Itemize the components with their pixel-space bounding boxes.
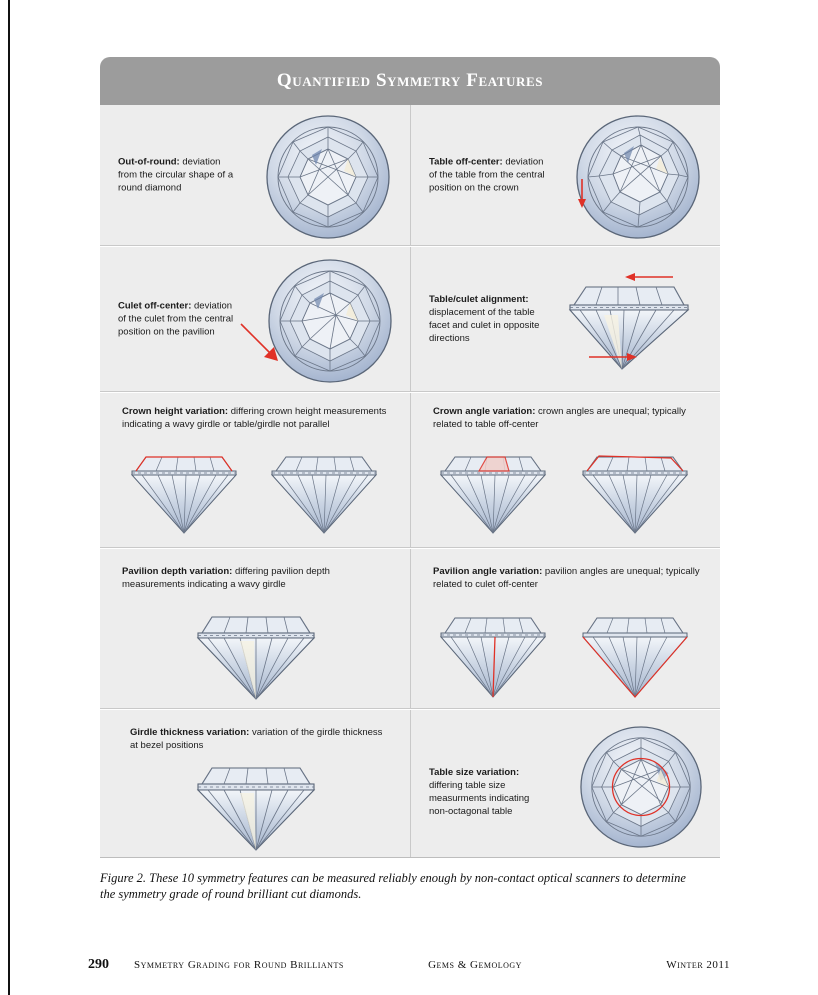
cell-term: Out-of-round: bbox=[118, 156, 180, 168]
round-brilliant-profile-pair bbox=[423, 445, 705, 541]
cell-term: Table size variation: bbox=[429, 767, 520, 779]
figure-grid bbox=[100, 105, 720, 858]
footer-journal-name: Gems & Gemology bbox=[428, 959, 522, 971]
cell-culet-off-center bbox=[100, 247, 410, 391]
footer-article-title: Symmetry Grading for Round Brilliants bbox=[134, 959, 344, 971]
figure-header-title: Quantified Symmetry Features bbox=[276, 70, 544, 91]
cell-text: deviation of the culet from the central position on the pavilion bbox=[118, 300, 234, 338]
figure-caption: Figure 2. These 10 symmetry features can be measured reliably enough by non-contact optical scanners to determine the symmetry grade of round brilliant cut diamonds. bbox=[100, 871, 686, 901]
round-brilliant-face-up bbox=[266, 257, 394, 385]
cell-term: Table off-center: bbox=[429, 156, 503, 168]
diamond-illustration-girdle-thickness bbox=[176, 754, 336, 854]
page-number: 290 bbox=[88, 957, 109, 972]
cell-term: Culet off-center: bbox=[118, 300, 192, 312]
cell-text: differing pavilion depth measurements indicating a wavy girdle bbox=[122, 566, 330, 590]
cell-text: deviation of the table from the central position on the crown bbox=[429, 156, 545, 194]
diamond-pair-crown-height bbox=[114, 445, 394, 541]
cell-crown-angle-variation bbox=[410, 393, 720, 547]
figure-row-2 bbox=[100, 246, 720, 391]
diamond-pair-pavilion-angle bbox=[423, 605, 705, 705]
cell-caption bbox=[118, 300, 238, 339]
diamond-pair-crown-angle bbox=[423, 445, 705, 541]
cell-text: displacement of the table facet and culet in opposite directions bbox=[429, 307, 540, 344]
figure-row-1 bbox=[100, 105, 720, 245]
cell-caption bbox=[112, 720, 398, 752]
red-arrow-left-icon bbox=[623, 271, 675, 283]
cell-term: Table/culet alignment: bbox=[429, 294, 529, 305]
figure-header bbox=[100, 57, 720, 105]
cell-table-culet-alignment bbox=[410, 247, 720, 391]
diamond-illustration-table-size bbox=[578, 724, 704, 850]
cell-out-of-round bbox=[100, 105, 410, 245]
cell-caption bbox=[429, 156, 549, 195]
round-brilliant-face-up bbox=[578, 724, 704, 850]
cell-caption bbox=[112, 559, 398, 591]
round-brilliant-profile-pair bbox=[114, 445, 394, 541]
cell-caption bbox=[423, 559, 708, 591]
page-edge-rule bbox=[0, 0, 10, 995]
cell-caption bbox=[423, 403, 708, 431]
cell-caption bbox=[118, 156, 238, 195]
diamond-illustration-out-of-round bbox=[264, 113, 392, 241]
cell-pavilion-angle-variation bbox=[410, 549, 720, 708]
diamond-illustration-culet-off-center bbox=[266, 257, 394, 385]
cell-caption bbox=[429, 293, 549, 345]
cell-term: Crown height variation: bbox=[122, 406, 229, 417]
figure-row-5 bbox=[100, 709, 720, 857]
cell-term: Girdle thickness variation: bbox=[130, 727, 250, 738]
cell-text: differing table size measurments indicating non-octagonal table bbox=[429, 780, 530, 818]
cell-girdle-thickness-variation bbox=[100, 710, 410, 857]
cell-text: variation of the girdle thickness at bezel positions bbox=[130, 727, 383, 751]
cell-text: pavilion angles are unequal; typically related to culet off-center bbox=[433, 566, 700, 590]
cell-pavilion-depth-variation bbox=[100, 549, 410, 708]
cell-caption bbox=[112, 403, 398, 431]
cell-text: deviation from the circular shape of a round diamond bbox=[118, 156, 234, 194]
red-arrow-right-icon bbox=[587, 351, 639, 363]
diamond-illustration-pavilion-depth bbox=[176, 603, 336, 703]
round-brilliant-profile bbox=[176, 754, 336, 854]
red-arrow-down-icon bbox=[575, 179, 589, 209]
figure-row-4 bbox=[100, 548, 720, 708]
figure-row-3 bbox=[100, 392, 720, 547]
cell-table-off-center bbox=[410, 105, 720, 245]
figure-2 bbox=[100, 57, 720, 902]
page-footer bbox=[88, 957, 730, 973]
cell-term: Pavilion angle variation: bbox=[433, 566, 543, 577]
cell-crown-height-variation bbox=[100, 393, 410, 547]
round-brilliant-profile-pair bbox=[423, 605, 705, 705]
round-brilliant-face-up bbox=[574, 113, 702, 241]
red-arrow-diagonal-icon bbox=[238, 321, 282, 365]
round-brilliant-profile bbox=[176, 603, 336, 703]
cell-term: Pavilion depth variation: bbox=[122, 566, 233, 577]
cell-caption bbox=[429, 766, 549, 818]
cell-text: crown angles are unequal; typically related to table off-center bbox=[433, 406, 686, 430]
footer-issue: Winter 2011 bbox=[666, 959, 730, 971]
cell-term: Crown angle variation: bbox=[433, 406, 536, 417]
round-brilliant-face-up bbox=[264, 113, 392, 241]
diamond-illustration-table-off-center bbox=[574, 113, 702, 241]
cell-table-size-variation bbox=[410, 710, 720, 857]
cell-text: differing crown height measurements indicating a wavy girdle or table/girdle not parallel bbox=[122, 406, 387, 430]
